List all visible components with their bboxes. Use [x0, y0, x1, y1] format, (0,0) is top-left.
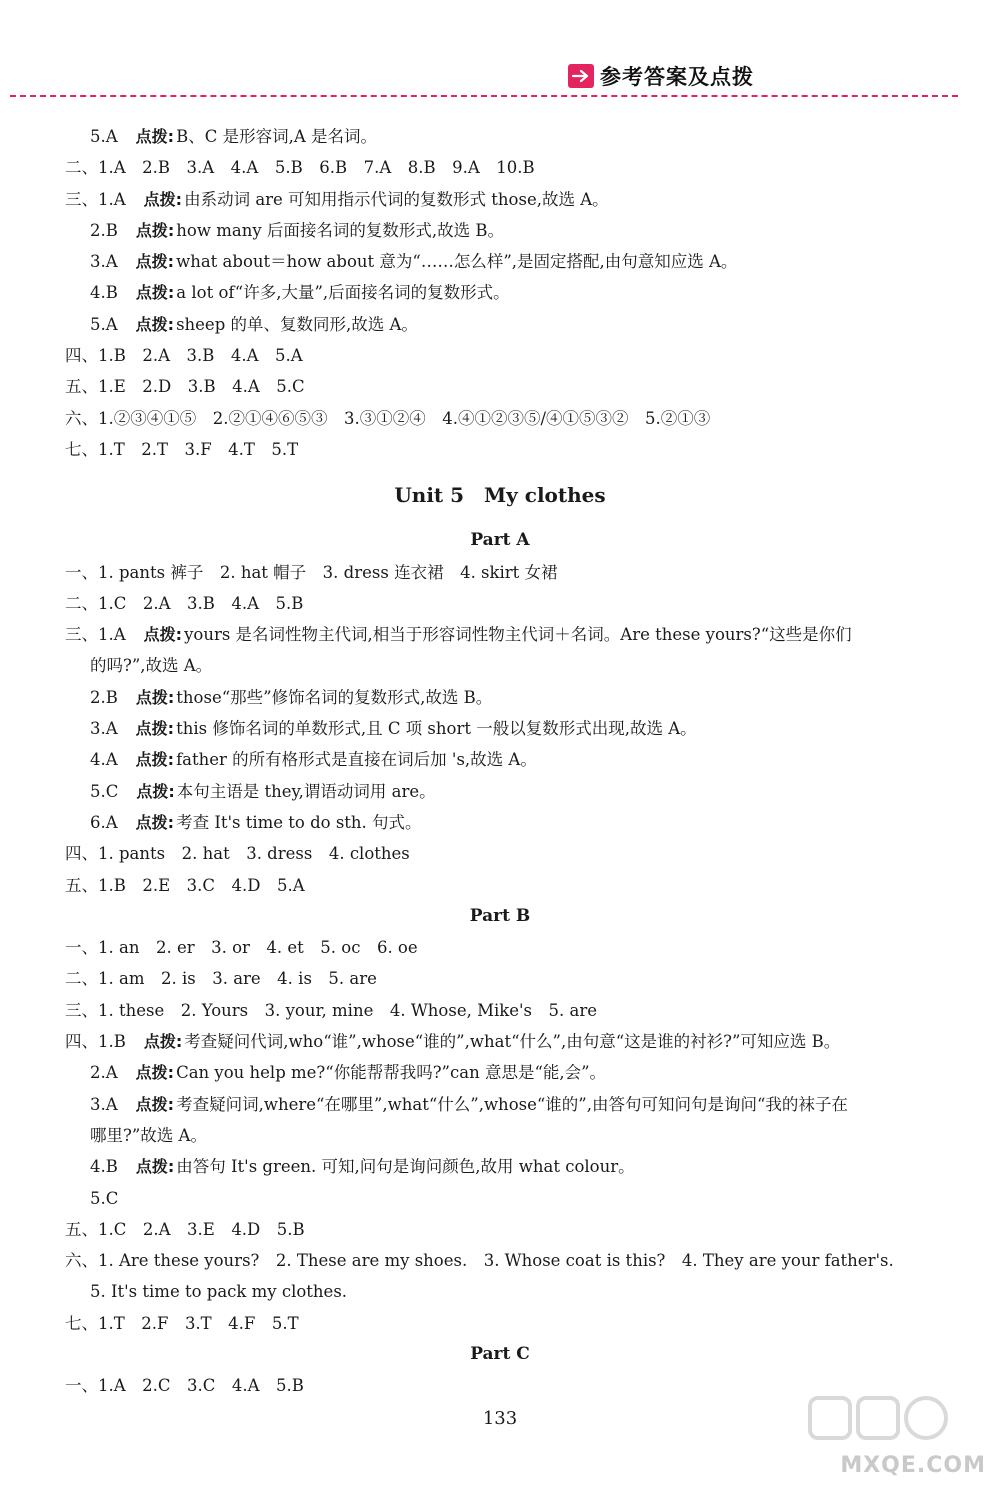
hint-text: 由系动词 are 可知用指示代词的复数形式 those,故选 A。	[184, 189, 609, 209]
hint-label: 点拨:	[135, 1157, 175, 1177]
hint-text: what about＝how about 意为“……怎么样”,是固定搭配,由句意知应选 A。	[176, 252, 738, 272]
answer-line	[62, 1026, 952, 1057]
hint-label: 点拨:	[143, 189, 183, 209]
answer-key: 三、1.A	[65, 625, 126, 645]
answer-key: 四、1.B 2.A 3.B 4.A 5.A	[65, 346, 303, 366]
answer-key: 三、1. these 2. Yours 3. your, mine 4. Whose, Mike's 5. are	[65, 1000, 597, 1020]
answer-line	[62, 744, 952, 775]
answer-line	[62, 557, 952, 588]
answer-line	[62, 807, 952, 838]
answer-key: 六、1.②③④①⑤ 2.②①④⑥⑤③ 3.③①②④ 4.④①②③⑤/④①⑤③② 5.②①③	[65, 408, 711, 428]
answer-key: 3.A	[90, 719, 118, 739]
part-b-answers	[62, 932, 952, 1339]
answer-line	[62, 588, 952, 619]
answer-line	[62, 184, 952, 215]
part-a-answers	[62, 557, 952, 901]
answer-line	[62, 309, 952, 340]
hint-label: 点拨:	[143, 1032, 183, 1052]
answer-key: 五、1.B 2.E 3.C 4.D 5.A	[65, 875, 305, 895]
answer-line	[62, 1214, 952, 1245]
answer-key: 5.C	[90, 1188, 119, 1208]
hint-text: yours 是名词性物主代词,相当于形容词性物主代词＋名词。Are these yours?“这些是你们	[184, 625, 852, 645]
answer-line	[62, 215, 952, 246]
part-c-title: Part C	[470, 1343, 530, 1364]
hint-label: 点拨:	[135, 283, 175, 303]
answer-line	[62, 995, 952, 1026]
answer-key: 3.A	[90, 1094, 118, 1114]
hint-text: those“那些”修饰名词的复数形式,故选 B。	[176, 687, 493, 707]
watermark-text: MXQE.COM	[840, 1453, 986, 1478]
hint-label: 点拨:	[143, 625, 183, 645]
unit-title: Unit 5 My clothes	[394, 483, 606, 508]
header-divider	[10, 95, 958, 97]
top-answer-block	[62, 121, 952, 465]
answer-key: 六、1. Are these yours? 2. These are my shoes. 3. Whose coat is this? 4. They are your father's.	[65, 1251, 894, 1271]
answer-key: 2.B	[90, 220, 118, 240]
answer-key: 2.B	[90, 687, 118, 707]
hint-label: 点拨:	[135, 687, 175, 707]
hint-text: father 的所有格形式是直接在词后加 's,故选 A。	[176, 750, 537, 770]
answer-line	[62, 776, 952, 807]
hint-label: 点拨:	[135, 719, 175, 739]
answer-line	[62, 932, 952, 963]
answer-line	[62, 340, 952, 371]
part-a-title: Part A	[470, 530, 530, 551]
answer-key: 5.C	[90, 781, 119, 801]
answer-line	[62, 870, 952, 901]
arrow-right-icon	[568, 64, 594, 88]
hint-label: 点拨:	[135, 750, 175, 770]
answer-line	[62, 1151, 952, 1182]
answer-line	[62, 1245, 952, 1276]
answer-key: 一、1. an 2. er 3. or 4. et 5. oc 6. oe	[65, 938, 418, 958]
answer-key: 3.A	[90, 252, 118, 272]
answer-line	[62, 963, 952, 994]
hint-text: 考查疑问代词,who“谁”,whose“谁的”,what“什么”,由句意“这是谁的衬衫?”可知应选 B。	[184, 1032, 841, 1052]
answer-key: 4.B	[90, 283, 118, 303]
hint-text: how many 后面接名词的复数形式,故选 B。	[176, 220, 505, 240]
hint-label: 点拨:	[135, 1094, 175, 1114]
hint-text: 考查疑问词,where“在哪里”,what“什么”,whose“谁的”,由答句可知问句是询问“我的袜子在	[176, 1094, 848, 1114]
hint-label: 点拨:	[135, 220, 175, 240]
answer-line	[62, 434, 952, 465]
hint-label: 点拨:	[136, 781, 175, 801]
answer-key: 四、1. pants 2. hat 3. dress 4. clothes	[65, 844, 410, 864]
page-number: 133	[482, 1408, 518, 1429]
answer-line	[62, 1183, 952, 1214]
answer-key: 二、1. am 2. is 3. are 4. is 5. are	[65, 969, 377, 989]
answer-line	[62, 1120, 952, 1151]
answer-key: 五、1.C 2.A 3.E 4.D 5.B	[65, 1219, 305, 1239]
answer-line	[62, 371, 952, 402]
hint-label: 点拨:	[135, 1063, 175, 1083]
hint-text: 由答句 It's green. 可知,问句是询问颜色,故用 what colour。	[176, 1157, 635, 1177]
answer-key: 四、1.B	[65, 1032, 126, 1052]
answer-key: 二、1.A 2.B 3.A 4.A 5.B 6.B 7.A 8.B 9.A 10.B	[65, 158, 535, 178]
answer-line	[62, 403, 952, 434]
part-b-title: Part B	[469, 905, 531, 926]
hint-label: 点拨:	[135, 127, 175, 146]
answer-line	[62, 1276, 952, 1307]
hint-label: 点拨:	[135, 252, 175, 272]
answer-key: 5.A	[90, 127, 118, 146]
answer-line	[62, 682, 952, 713]
hint-text: 本句主语是 they,谓语动词用 are。	[176, 781, 436, 801]
answer-key: 一、1. pants 裤子 2. hat 帽子 3. dress 连衣裙 4. skirt 女裙	[65, 562, 558, 582]
answer-line	[62, 277, 952, 308]
hint-text: Can you help me?“你能帮帮我吗?”can 意思是“能,会”。	[176, 1063, 607, 1083]
hint-text: 的吗?”,故选 A。	[90, 656, 213, 676]
hint-text: sheep 的单、复数同形,故选 A。	[176, 314, 418, 334]
hint-text: this 修饰名词的单数形式,且 C 项 short 一般以复数形式出现,故选 A。	[176, 719, 697, 739]
answer-line	[62, 121, 952, 152]
answer-line	[62, 1308, 952, 1339]
hint-text: B、C 是形容词,A 是名词。	[176, 127, 377, 146]
hint-text: 考查 It's time to do sth. 句式。	[176, 812, 422, 832]
answer-line	[62, 619, 952, 650]
answer-key: 5.A	[90, 314, 118, 334]
answer-line	[62, 650, 952, 681]
answer-key: 一、1.A 2.C 3.C 4.A 5.B	[65, 1376, 304, 1396]
answer-line	[62, 713, 952, 744]
answer-key: 5. It's time to pack my clothes.	[90, 1282, 348, 1302]
answer-key: 2.A	[90, 1063, 118, 1083]
answer-content	[62, 121, 952, 1402]
answer-key: 4.A	[90, 750, 118, 770]
header-tag	[568, 62, 754, 90]
answer-line	[62, 246, 952, 277]
hint-text: a lot of“许多,大量”,后面接名词的复数形式。	[176, 283, 510, 303]
hint-label: 点拨:	[135, 812, 175, 832]
answer-line	[62, 152, 952, 183]
answer-key: 五、1.E 2.D 3.B 4.A 5.C	[65, 377, 305, 397]
hint-text: 哪里?”故选 A。	[90, 1125, 207, 1145]
answer-line	[62, 1057, 952, 1088]
answer-line	[62, 838, 952, 869]
header-title: 参考答案及点拨	[600, 65, 754, 89]
answer-key: 4.B	[90, 1157, 118, 1177]
answer-key: 七、1.T 2.F 3.T 4.F 5.T	[65, 1313, 299, 1333]
hint-label: 点拨:	[135, 314, 175, 334]
answer-key: 二、1.C 2.A 3.B 4.A 5.B	[65, 593, 304, 613]
answer-key: 三、1.A	[65, 189, 126, 209]
answer-line	[62, 1089, 952, 1120]
answer-key: 6.A	[90, 812, 118, 832]
answer-key: 七、1.T 2.T 3.F 4.T 5.T	[65, 439, 299, 459]
